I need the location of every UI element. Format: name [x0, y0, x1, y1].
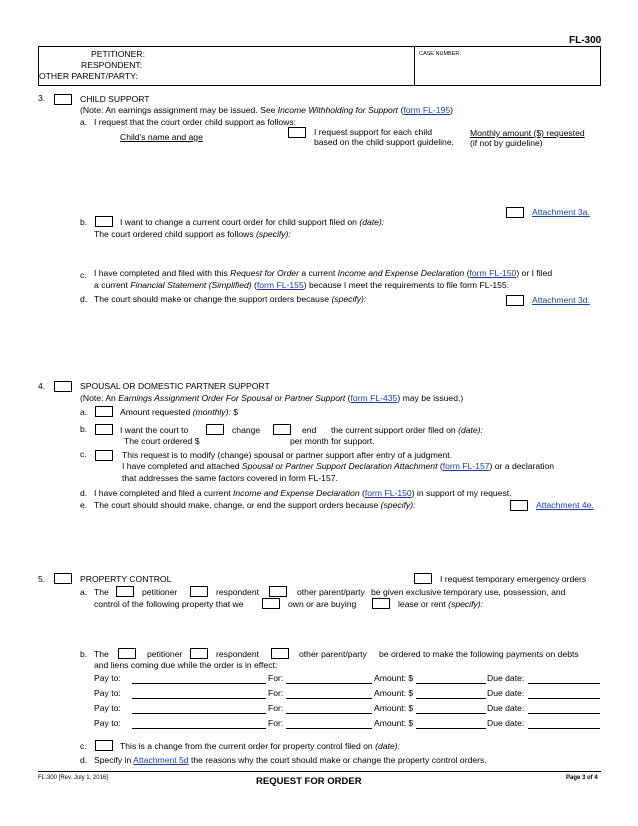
- s5d-letter: d.: [80, 755, 88, 765]
- respondent-label: RESPONDENT:: [81, 60, 143, 70]
- caption-box: [38, 46, 601, 86]
- footer-page: Page 3 of 4: [566, 775, 598, 781]
- s4a-checkbox[interactable]: [95, 406, 113, 417]
- due-date-field[interactable]: [528, 698, 600, 699]
- pay-to-field[interactable]: [132, 683, 266, 684]
- s5c-checkbox[interactable]: [95, 740, 113, 751]
- s4d-text: I have completed and filed a current Income and Expense Declaration (form FL-150) in support of my request.: [94, 488, 512, 498]
- s4b-text4: per month for support.: [290, 436, 375, 446]
- s4-title: SPOUSAL OR DOMESTIC PARTNER SUPPORT: [80, 381, 270, 391]
- attachment-5d-link[interactable]: Attachment 5d: [133, 755, 189, 765]
- att4e-checkbox[interactable]: [510, 500, 528, 511]
- s5a-text1: be given exclusive temporary use, possession, and: [371, 587, 566, 597]
- pay-to-label: Pay to:: [94, 703, 121, 713]
- s5a-own-checkbox[interactable]: [262, 598, 280, 609]
- s5-title: PROPERTY CONTROL: [80, 574, 172, 584]
- s5c-letter: c.: [80, 741, 87, 751]
- s4b-change-checkbox[interactable]: [206, 424, 224, 435]
- footer-revision: FL-300 [Rev. July 1, 2016]: [38, 775, 108, 781]
- caption-divider: [414, 47, 415, 85]
- s5b-petitioner-checkbox[interactable]: [118, 648, 136, 659]
- s3c-text1: I have completed and filed with this Request for Order a current Income and Expense Declaration (form FL-150) or I filed: [94, 268, 553, 278]
- s5c-text: This is a change from the current order for property control filed on (date):: [120, 741, 400, 751]
- s5d-text: Specify in Attachment 5d the reasons why the court should make or change the property control orders.: [94, 755, 487, 765]
- att3a-checkbox[interactable]: [506, 207, 524, 218]
- s4b-letter: b.: [80, 424, 88, 434]
- attachment-3a-link[interactable]: Attachment 3a.: [532, 207, 590, 217]
- s5a-lease-checkbox[interactable]: [372, 598, 390, 609]
- due-date-label: Due date:: [487, 673, 525, 683]
- for-label: For:: [268, 688, 284, 698]
- s5a-respondent-label: respondent: [216, 587, 260, 597]
- for-field[interactable]: [286, 683, 372, 684]
- s3c-text2: a current Financial Statement (Simplified) (form FL-155) because I meet the requirements to file form FL-155.: [94, 280, 510, 290]
- s3d-text: The court should make or change the support orders because (specify):: [94, 294, 367, 304]
- s3a-guideline-checkbox[interactable]: [288, 127, 306, 138]
- pay-to-field[interactable]: [132, 728, 266, 729]
- s5-checkbox[interactable]: [54, 573, 72, 584]
- s5b-other-label: other parent/party: [299, 649, 367, 659]
- s4-note: (Note: An Earnings Assignment Order For Spousal or Partner Support (form FL-435) may be issued.): [80, 393, 464, 403]
- s3a-text: I request that the court order child support as follows:: [94, 117, 297, 127]
- s4c-letter: c.: [80, 449, 87, 459]
- s5b-respondent-checkbox[interactable]: [190, 648, 208, 659]
- due-date-field[interactable]: [528, 713, 600, 714]
- footer-title: REQUEST FOR ORDER: [256, 776, 362, 787]
- for-field[interactable]: [286, 728, 372, 729]
- for-label: For:: [268, 703, 284, 713]
- due-date-label: Due date:: [487, 688, 525, 698]
- for-field[interactable]: [286, 698, 372, 699]
- s3b-checkbox[interactable]: [95, 216, 113, 227]
- pay-to-field[interactable]: [132, 713, 266, 714]
- form-fl150-link[interactable]: form FL-150: [469, 268, 517, 278]
- form-fl435-link[interactable]: form FL-435: [350, 393, 398, 403]
- s4c-text2: I have completed and attached Spousal or Partner Support Declaration Attachment (form FL-157) or a declaration: [122, 461, 555, 471]
- att3d-checkbox[interactable]: [506, 295, 524, 306]
- pay-to-label: Pay to:: [94, 718, 121, 728]
- s5a-the: The: [94, 587, 109, 597]
- s4a-letter: a.: [80, 407, 88, 417]
- s5b-the: The: [94, 649, 109, 659]
- amount-field[interactable]: [416, 713, 486, 714]
- for-field[interactable]: [286, 713, 372, 714]
- s5-temp-label: I request temporary emergency orders: [440, 574, 587, 584]
- amount-label: Amount: $: [374, 673, 414, 683]
- s4c-checkbox[interactable]: [95, 450, 113, 461]
- s5a-petitioner-label: petitioner: [142, 587, 178, 597]
- s3a-col-monthly: Monthly amount ($) requested (if not by guideline): [470, 128, 585, 148]
- for-label: For:: [268, 673, 284, 683]
- attachment-3d-link[interactable]: Attachment 3d.: [532, 295, 590, 305]
- s5a-text2: control of the following property that we: [94, 599, 244, 609]
- s3-checkbox[interactable]: [54, 94, 72, 105]
- s3b-letter: b.: [80, 217, 88, 227]
- form-fl195-link[interactable]: form FL-195: [403, 105, 451, 115]
- s4c-text1: This request is to modify (change) spousal or partner support after entry of a judgment.: [122, 450, 453, 460]
- s4b-change-label: change: [232, 425, 261, 435]
- s3-title: CHILD SUPPORT: [80, 94, 150, 104]
- s4b-text1: I want the court to: [120, 425, 189, 435]
- s3d-letter: d.: [80, 294, 88, 304]
- s4e-letter: e.: [80, 500, 88, 510]
- due-date-label: Due date:: [487, 718, 525, 728]
- footer-rule: [38, 771, 601, 772]
- form-id: FL-300: [569, 35, 602, 46]
- s4b-text2: the current support order filed on (date):: [331, 425, 483, 435]
- s3-number: 3.: [38, 93, 46, 103]
- s4b-end-checkbox[interactable]: [273, 424, 291, 435]
- s4d-letter: d.: [80, 488, 88, 498]
- due-date-label: Due date:: [487, 703, 525, 713]
- s3c-letter: c.: [80, 270, 87, 280]
- amount-label: Amount: $: [374, 718, 414, 728]
- form-fl155-link[interactable]: form FL-155: [256, 280, 304, 290]
- s4c-text3: that addresses the same factors covered in form FL-157.: [122, 473, 338, 483]
- s3a-letter: a.: [80, 117, 88, 127]
- form-fl150-link-2[interactable]: form FL-150: [364, 488, 412, 498]
- s4b-end-label: end: [302, 425, 317, 435]
- s5-temp-checkbox[interactable]: [414, 573, 432, 584]
- s4-checkbox[interactable]: [54, 381, 72, 392]
- amount-field[interactable]: [416, 698, 486, 699]
- s5b-petitioner-label: petitioner: [147, 649, 183, 659]
- s3b-text: I want to change a current court order for child support filed on (date):: [120, 217, 385, 227]
- s5a-own-label: own or are buying: [288, 599, 357, 609]
- pay-to-field[interactable]: [132, 698, 266, 699]
- s5-number: 5.: [38, 574, 46, 584]
- s4a-text: Amount requested (monthly): $: [120, 407, 238, 417]
- s5b-text1: be ordered to make the following payments on debts: [379, 649, 579, 659]
- s5b-respondent-label: respondent: [216, 649, 260, 659]
- amount-field[interactable]: [416, 728, 486, 729]
- s4-number: 4.: [38, 381, 46, 391]
- due-date-field[interactable]: [528, 728, 600, 729]
- pay-to-label: Pay to:: [94, 673, 121, 683]
- s5b-other-checkbox[interactable]: [271, 648, 289, 659]
- other-parent-label: OTHER PARENT/PARTY:: [39, 71, 138, 81]
- amount-field[interactable]: [416, 683, 486, 684]
- s5a-other-label: other parent/party: [297, 587, 365, 597]
- s5b-letter: b.: [80, 649, 88, 659]
- s5a-respondent-checkbox[interactable]: [190, 586, 208, 597]
- s5a-other-checkbox[interactable]: [269, 586, 287, 597]
- s3a-col-guideline: I request support for each child based on the child support guideline.: [314, 127, 454, 147]
- s3-note: (Note: An earnings assignment may be issued. See Income Withholding for Support (form FL-195): [80, 105, 454, 115]
- amount-label: Amount: $: [374, 703, 414, 713]
- amount-label: Amount: $: [374, 688, 414, 698]
- s5a-letter: a.: [80, 587, 88, 597]
- s4b-text3: The court ordered $: [124, 436, 200, 446]
- s5a-lease-label: lease or rent (specify):: [398, 599, 484, 609]
- petitioner-label: PETITIONER:: [91, 49, 145, 59]
- s5a-petitioner-checkbox[interactable]: [116, 586, 134, 597]
- s4b-checkbox[interactable]: [95, 424, 113, 435]
- s3b-text2: The court ordered child support as follows (specify):: [94, 229, 291, 239]
- s3a-col-child-name: Child's name and age: [120, 132, 203, 142]
- case-number-label: CASE NUMBER:: [419, 51, 461, 57]
- due-date-field[interactable]: [528, 683, 600, 684]
- s5b-text2: and liens coming due while the order is in effect:: [94, 660, 278, 670]
- for-label: For:: [268, 718, 284, 728]
- form-fl157-link[interactable]: form FL-157: [442, 461, 490, 471]
- pay-to-label: Pay to:: [94, 688, 121, 698]
- attachment-4e-link[interactable]: Attachment 4e.: [536, 500, 594, 510]
- s4e-text: The court should should make, change, or end the support orders because (specify):: [94, 500, 416, 510]
